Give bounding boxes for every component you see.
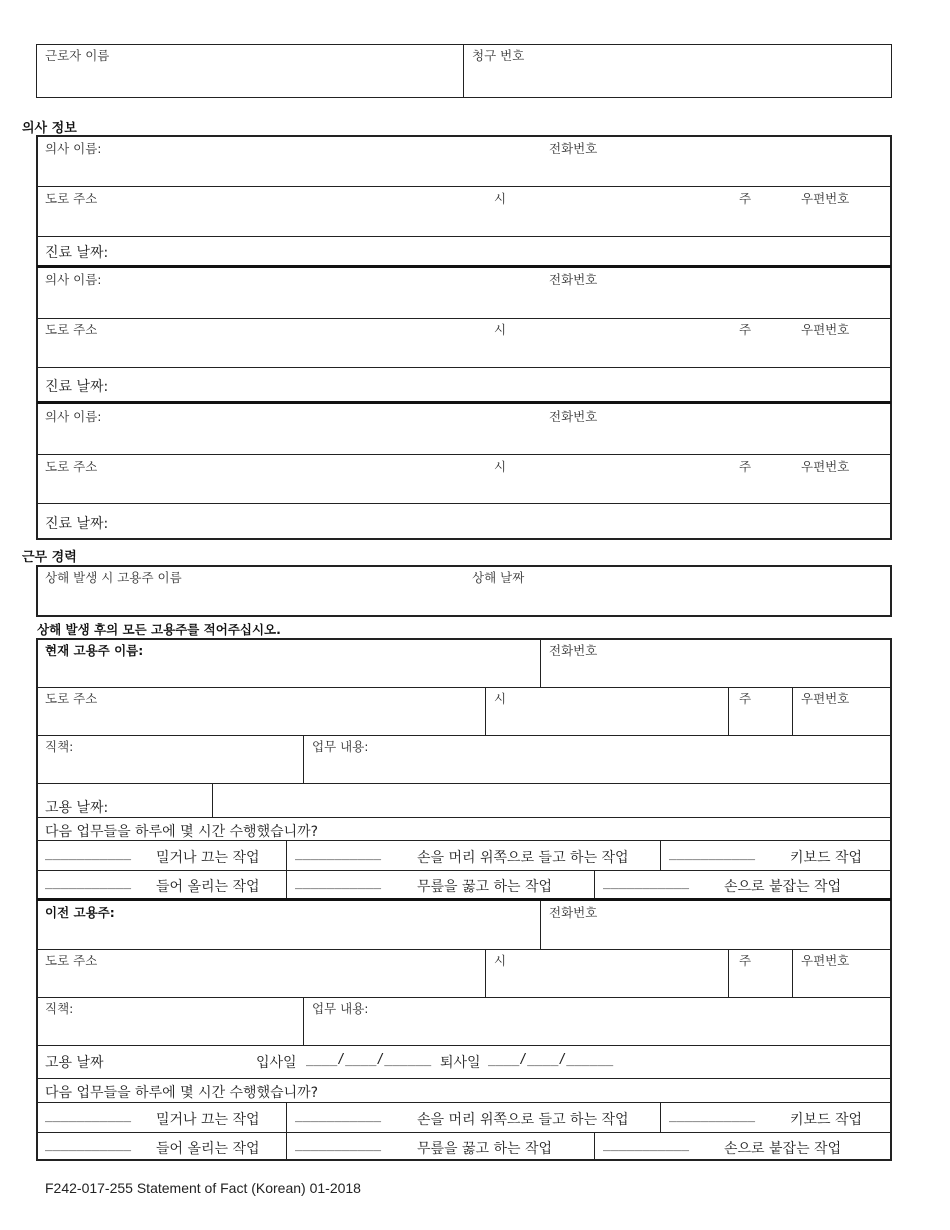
divider [37, 783, 891, 784]
doctor-state-label: 주 [739, 191, 752, 206]
current-hours-question: 다음 업무들을 하루에 몇 시간 수행했습니까? [45, 824, 319, 840]
current-employer-label: 현재 고용주 이름: [45, 643, 144, 658]
divider [37, 318, 891, 319]
divider [728, 687, 729, 735]
hours-blank[interactable]: ___________ [295, 1137, 382, 1152]
doctor-name-label: 의사 이름: [45, 272, 102, 287]
task-lifting: 들어 올리는 작업 [156, 879, 260, 895]
previous-duties-label: 업무 내용: [312, 1001, 369, 1016]
divider [37, 367, 891, 368]
hire-date-field[interactable]: ____/____/______ [306, 1052, 432, 1067]
divider [485, 949, 486, 997]
divider [37, 949, 891, 950]
previous-zip-label: 우편번호 [801, 953, 850, 968]
doctor-visit-date-label: 진료 날짜: [45, 516, 109, 532]
divider [37, 401, 891, 404]
current-employment-dates-label: 고용 날짜: [45, 800, 109, 816]
doctor-state-label: 주 [739, 322, 752, 337]
worker-name-label: 근로자 이름 [45, 48, 110, 63]
current-zip-label: 우편번호 [801, 691, 850, 706]
divider [594, 870, 595, 898]
doctor-city-label: 시 [494, 322, 507, 337]
claim-number-label: 청구 번호 [472, 48, 525, 63]
previous-employer-label: 이전 고용주: [45, 905, 115, 920]
worker-claim-box [36, 44, 892, 98]
hours-blank[interactable]: ___________ [45, 1137, 132, 1152]
divider [37, 1045, 891, 1046]
current-state-label: 주 [739, 691, 752, 706]
previous-street-label: 도로 주소 [45, 953, 98, 968]
doctor-street-label: 도로 주소 [45, 459, 98, 474]
hours-blank[interactable]: ___________ [45, 1108, 132, 1123]
hours-blank[interactable]: ___________ [669, 846, 756, 861]
divider [286, 840, 287, 870]
doctor-street-label: 도로 주소 [45, 191, 98, 206]
divider [660, 840, 661, 870]
divider [37, 817, 891, 818]
divider [286, 1102, 287, 1132]
previous-leave-date-label: 퇴사일 [440, 1055, 481, 1071]
divider [303, 997, 304, 1045]
current-duties-label: 업무 내용: [312, 739, 369, 754]
hours-blank[interactable]: ___________ [603, 875, 690, 890]
doctor-zip-label: 우편번호 [801, 322, 850, 337]
current-phone-label: 전화번호 [549, 643, 598, 658]
hours-blank[interactable]: ___________ [603, 1137, 690, 1152]
doctor-section-box [36, 135, 892, 540]
employer-instruction: 상해 발생 후의 모든 고용주를 적어주십시오. [37, 622, 281, 637]
divider [286, 870, 287, 898]
divider [463, 44, 464, 98]
hours-blank[interactable]: ___________ [295, 846, 382, 861]
divider [37, 687, 891, 688]
divider [485, 687, 486, 735]
current-street-label: 도로 주소 [45, 691, 98, 706]
previous-employment-dates-label: 고용 날짜 [45, 1055, 104, 1071]
doctor-phone-label: 전화번호 [549, 141, 598, 156]
task-keyboard: 키보드 작업 [790, 1112, 863, 1128]
task-grasping: 손으로 붙잡는 작업 [724, 879, 842, 895]
previous-phone-label: 전화번호 [549, 905, 598, 920]
divider [37, 840, 891, 841]
injury-date-label: 상해 날짜 [472, 570, 525, 585]
task-lifting: 들어 올리는 작업 [156, 1141, 260, 1157]
task-overhead: 손을 머리 위쪽으로 들고 하는 작업 [417, 1112, 629, 1128]
hours-blank[interactable]: ___________ [45, 846, 132, 861]
divider [37, 735, 891, 736]
divider [792, 949, 793, 997]
task-kneeling: 무릎을 꿇고 하는 작업 [417, 879, 553, 895]
divider [37, 870, 891, 871]
divider [212, 783, 213, 817]
current-job-title-label: 직책: [45, 739, 74, 754]
divider [37, 186, 891, 187]
divider [303, 735, 304, 783]
divider [37, 265, 891, 268]
doctor-city-label: 시 [494, 459, 507, 474]
doctor-section-title: 의사 정보 [22, 121, 77, 136]
previous-hours-question: 다음 업무들을 하루에 몇 시간 수행했습니까? [45, 1085, 319, 1101]
doctor-state-label: 주 [739, 459, 752, 474]
doctor-phone-label: 전화번호 [549, 409, 598, 424]
divider [37, 898, 891, 901]
divider [594, 1132, 595, 1160]
divider [660, 1102, 661, 1132]
doctor-phone-label: 전화번호 [549, 272, 598, 287]
doctor-name-label: 의사 이름: [45, 141, 102, 156]
doctor-street-label: 도로 주소 [45, 322, 98, 337]
hours-blank[interactable]: ___________ [45, 875, 132, 890]
task-push-pull: 밀거나 끄는 작업 [156, 1112, 260, 1128]
divider [540, 639, 541, 687]
divider [37, 1102, 891, 1103]
doctor-visit-date-label: 진료 날짜: [45, 245, 109, 261]
divider [37, 236, 891, 237]
doctor-city-label: 시 [494, 191, 507, 206]
divider [792, 687, 793, 735]
divider [286, 1132, 287, 1160]
work-history-title: 근무 경력 [22, 550, 77, 565]
injury-employer-label: 상해 발생 시 고용주 이름 [45, 570, 182, 585]
divider [728, 949, 729, 997]
previous-state-label: 주 [739, 953, 752, 968]
doctor-zip-label: 우편번호 [801, 459, 850, 474]
previous-job-title-label: 직책: [45, 1001, 74, 1016]
previous-city-label: 시 [494, 953, 507, 968]
divider [37, 1132, 891, 1133]
form-id-footer: F242-017-255 Statement of Fact (Korean) 01-2018 [45, 1180, 361, 1196]
previous-hire-date-label: 입사일 [256, 1055, 297, 1071]
task-keyboard: 키보드 작업 [790, 850, 863, 866]
hours-blank[interactable]: ___________ [295, 875, 382, 890]
divider [37, 454, 891, 455]
task-kneeling: 무릎을 꿇고 하는 작업 [417, 1141, 553, 1157]
doctor-zip-label: 우편번호 [801, 191, 850, 206]
doctor-visit-date-label: 진료 날짜: [45, 379, 109, 395]
leave-date-field[interactable]: ____/____/______ [488, 1052, 614, 1067]
doctor-name-label: 의사 이름: [45, 409, 102, 424]
task-grasping: 손으로 붙잡는 작업 [724, 1141, 842, 1157]
current-city-label: 시 [494, 691, 507, 706]
hours-blank[interactable]: ___________ [669, 1108, 756, 1123]
divider [37, 997, 891, 998]
divider [540, 901, 541, 949]
task-push-pull: 밀거나 끄는 작업 [156, 850, 260, 866]
hours-blank[interactable]: ___________ [295, 1108, 382, 1123]
task-overhead: 손을 머리 위쪽으로 들고 하는 작업 [417, 850, 629, 866]
divider [37, 503, 891, 504]
divider [37, 1078, 891, 1079]
